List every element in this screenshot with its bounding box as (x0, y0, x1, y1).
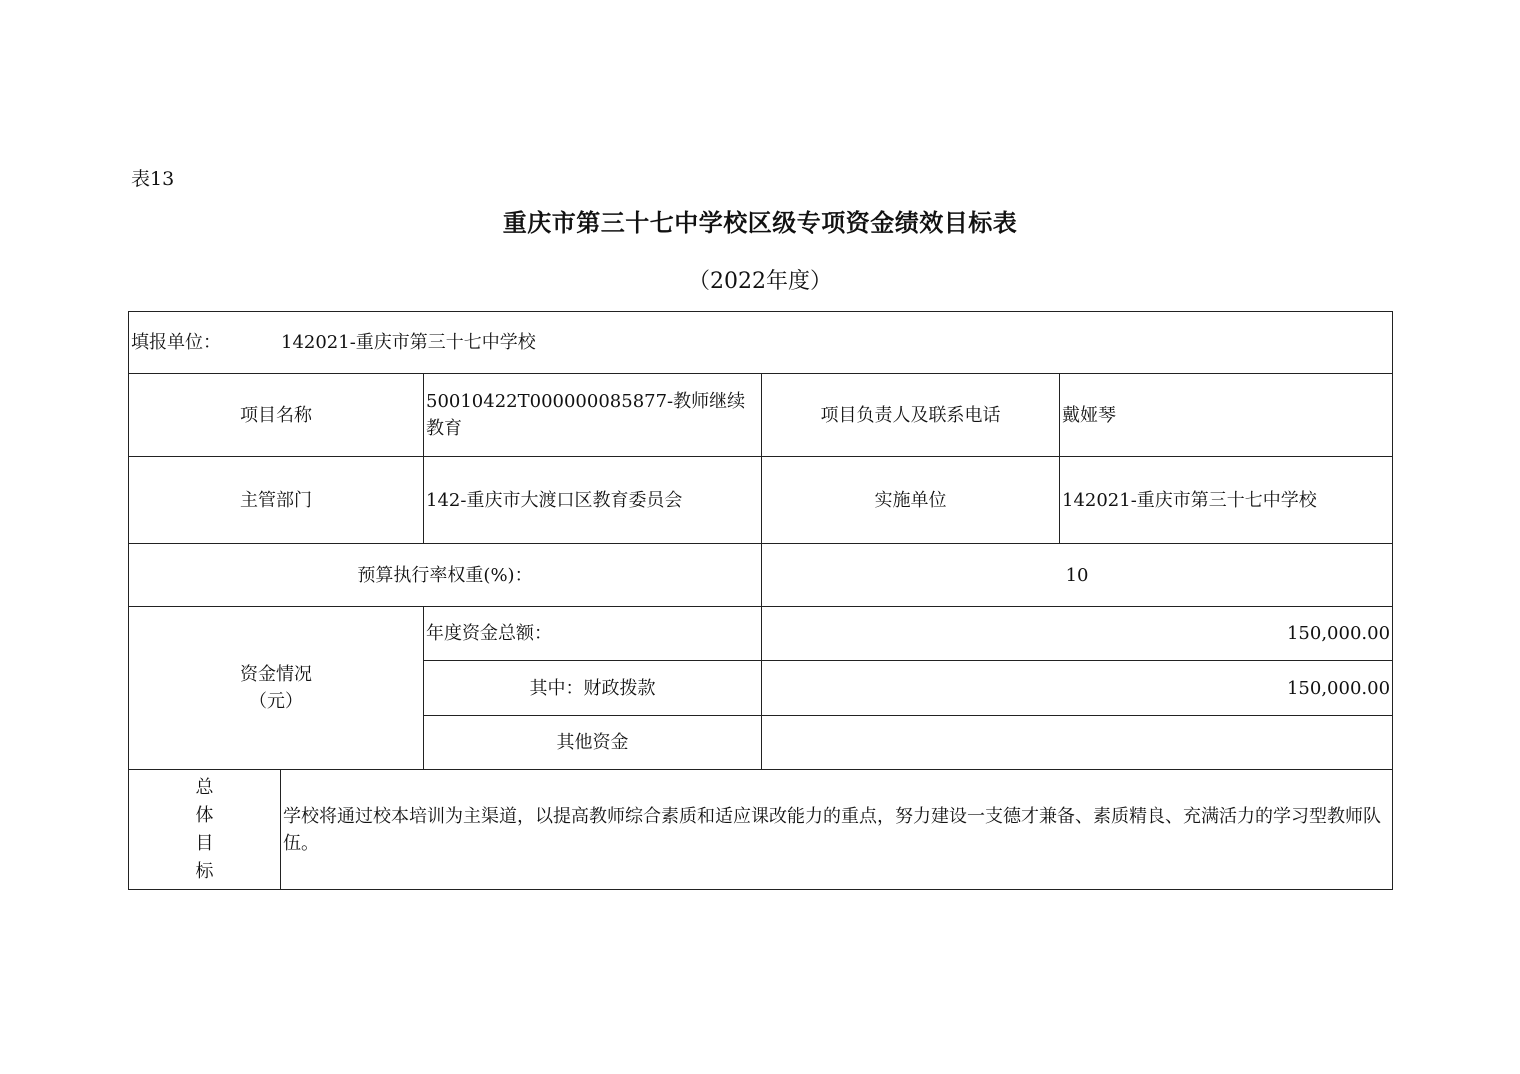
table-row-project (129, 374, 1393, 457)
project-name-value: 50010422T000000085877-教师继续教育 (424, 374, 762, 457)
filling-unit-label: 填报单位： (131, 332, 221, 353)
fiscal-allocation-label: 其中：财政拨款 (424, 661, 762, 716)
funds-unit: （元） (249, 691, 303, 712)
table-row-annual-total (129, 607, 1393, 661)
department-label: 主管部门 (129, 457, 424, 544)
overall-goal-label-char: 标 (195, 860, 214, 882)
project-name-label: 项目名称 (129, 374, 424, 457)
overall-goal-label-char: 目 (195, 832, 214, 854)
implementing-unit-label: 实施单位 (762, 457, 1060, 544)
overall-goal-label-char: 体 (195, 804, 214, 826)
fiscal-allocation-value: 150,000.00 (762, 661, 1393, 716)
filling-unit-cell (129, 312, 1393, 374)
table-row-overall-goal (129, 770, 1393, 890)
table-number: 表13 (131, 168, 175, 190)
page-title: 重庆市第三十七中学校区级专项资金绩效目标表 (502, 208, 1018, 237)
funds-label-cell (129, 607, 424, 770)
budget-weight-value: 10 (762, 544, 1393, 607)
project-leader-value: 戴娅琴 (1060, 374, 1393, 457)
other-funds-label: 其他资金 (424, 716, 762, 770)
page-subtitle-year: （2022年度） (688, 269, 832, 294)
project-leader-label: 项目负责人及联系电话 (762, 374, 1060, 457)
funds-label: 资金情况 (240, 664, 312, 685)
overall-goal-label-char: 总 (195, 776, 214, 798)
performance-target-table (128, 311, 1393, 890)
other-funds-value (762, 716, 1393, 770)
filling-unit-value: 142021-重庆市第三十七中学校 (281, 332, 536, 353)
table-row-budget-weight (129, 544, 1393, 607)
implementing-unit-value: 142021-重庆市第三十七中学校 (1060, 457, 1393, 544)
overall-goal-label (129, 770, 281, 890)
annual-total-value: 150,000.00 (762, 607, 1393, 661)
table-row-filling-unit (129, 312, 1393, 374)
budget-weight-label: 预算执行率权重(%)： (129, 544, 762, 607)
department-value: 142-重庆市大渡口区教育委员会 (424, 457, 762, 544)
overall-goal-text: 学校将通过校本培训为主渠道，以提高教师综合素质和适应课改能力的重点，努力建设一支德才兼备、素质精良、充满活力的学习型教师队伍。 (281, 770, 1393, 890)
table-row-department (129, 457, 1393, 544)
annual-total-label: 年度资金总额： (424, 607, 762, 661)
